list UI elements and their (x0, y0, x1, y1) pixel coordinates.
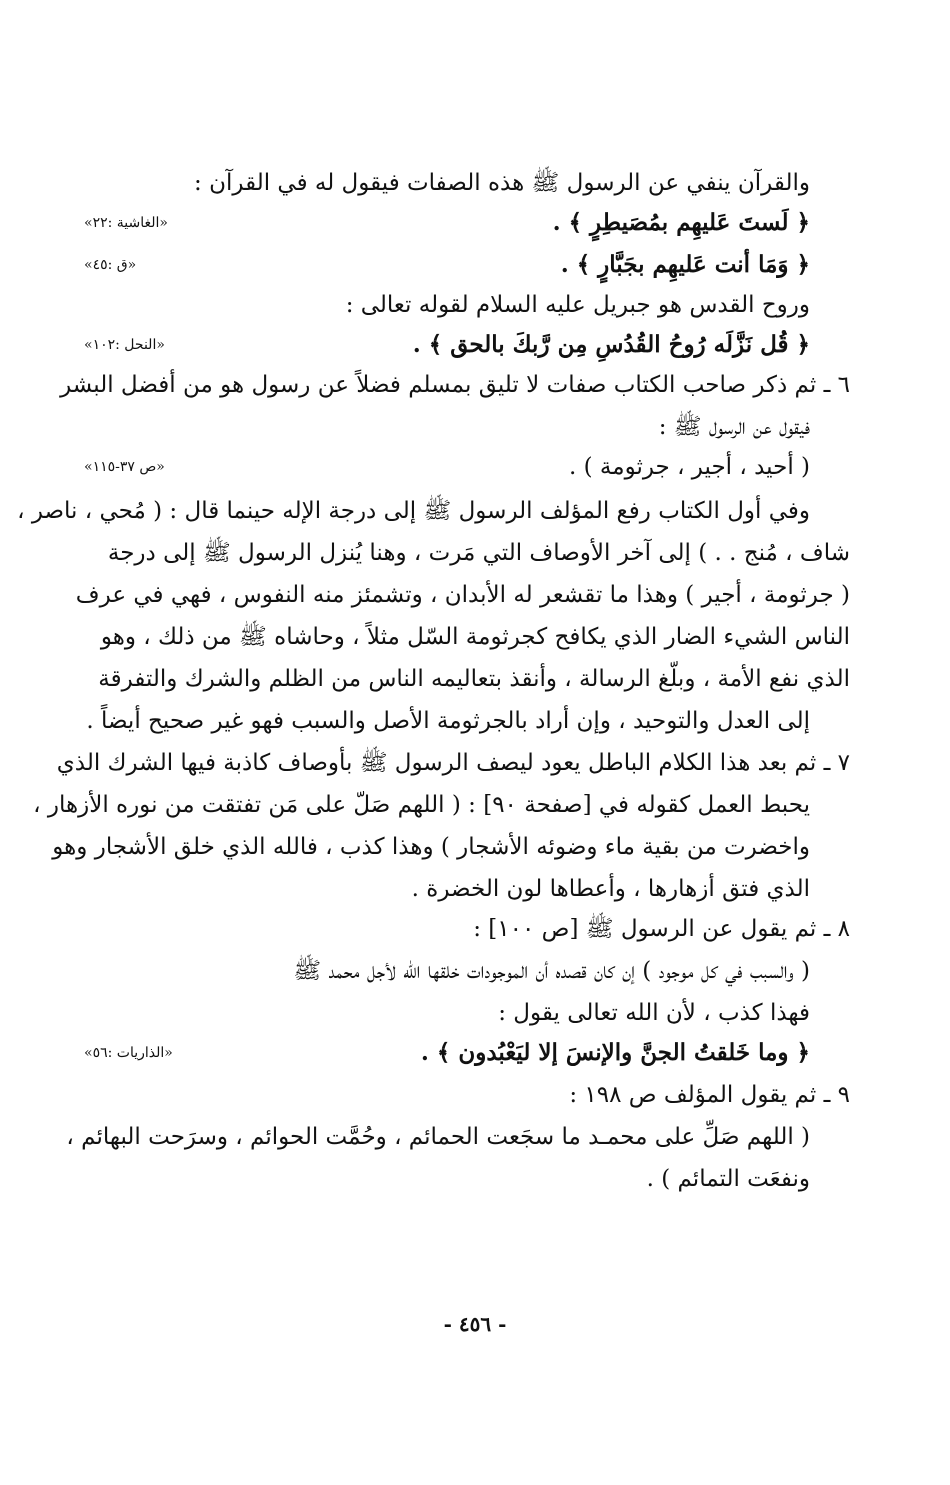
text-line-24: ( اللهم صَلِّ على محمـد ما سجَعت الحمائم ، وحُمَّت الحوائم ، وسرَحت البهائم ، (66, 1124, 810, 1150)
text-line-6: ٦ ـ ثم ذكر صاحب الكتاب صفات لا تليق بمسلم فضلاً عن رسول هو من أفضل البشر (60, 372, 850, 398)
text-line-18: الذي فتق أزهارها ، وأعطاها لون الخضرة . (411, 876, 810, 902)
text-line-1: والقرآن ينفي عن الرسول ﷺ هذه الصفات فيقول له في القرآن : (194, 170, 810, 196)
text-line-16: يحبط العمل كقوله في [صفحة ٩٠] : ( اللهم صَلّ على مَن تفتقت من نوره الأزهار ، (33, 792, 810, 818)
verse-reference-1: «الغاشية :٢٢» (84, 215, 168, 231)
page-number: - ٤٥٦ - (443, 1312, 507, 1336)
quran-verse-1: ﴿ لَستَ عَليهِم بمُصَيطِرٍ ﴾ . (552, 209, 810, 236)
quran-verse-3: ﴿ قُل نَزَّلَه رُوحُ القُدُسِ مِن رَّبكَ بالحق ﴾ . (412, 331, 810, 358)
text-line-25: ونفعَت التمائم ) . (646, 1166, 810, 1192)
text-line-17: واخضرت من بقية ماء وضوئه الأشجار ) وهذا كذب ، فالله الذي خلق الأشجار وهو (52, 834, 810, 860)
text-line-21: فهذا كذب ، لأن الله تعالى يقول : (498, 1000, 810, 1026)
verse-reference-3: «النحل :١٠٢» (84, 337, 165, 353)
verse-reference-4: «ص ٣٧-١١٥» (84, 459, 165, 475)
text-line-10: شاف ، مُنج . . ) إلى آخر الأوصاف التي مَرت ، وهنا يُنزل الرسول ﷺ إلى درجة (107, 540, 850, 566)
text-line-8: ( أحيد ، أجير ، جرثومة ) . (569, 454, 810, 480)
text-line-19: ٨ ـ ثم يقول عن الرسول ﷺ [ص ١٠٠] : (473, 916, 850, 942)
text-line-7: فيقول عن الرسول ﷺ : (658, 414, 810, 440)
quran-verse-2: ﴿ وَمَا أنت عَليهِم بجَبَّارٍ ﴾ . (560, 251, 810, 278)
verse-reference-5: «الذاريات :٥٦» (84, 1045, 173, 1061)
text-line-12: الناس الشيء الضار الذي يكافح كجرثومة السّل مثلاً ، وحاشاه ﷺ من ذلك ، وهو (100, 624, 850, 650)
text-line-15: ٧ ـ ثم بعد هذا الكلام الباطل يعود ليصف الرسول ﷺ بأوصاف كاذبة فيها الشرك الذي (56, 750, 850, 776)
quran-verse-4: ﴿ وما خَلقتُ الجنَّ والإنسَ إلا ليَعْبُدون ﴾ . (420, 1039, 810, 1066)
text-line-11: ( جرثومة ، أجير ) وهذا ما تقشعر له الأبدان ، وتشمئز منه النفوس ، فهي في عرف (75, 582, 850, 608)
text-line-4: وروح القدس هو جبريل عليه السلام لقوله تعالى : (345, 292, 810, 318)
text-line-20: ( والسبب في كل موجود ) إن كان قصده أن الموجودات خلقها الله لأجل محمد ﷺ (293, 958, 810, 984)
verse-reference-2: «ق :٤٥» (84, 257, 137, 273)
text-line-13: الذي نفع الأمة ، وبلّغ الرسالة ، وأنقذ بتعاليمه الناس من الظلم والشرك والتفرقة (98, 666, 850, 692)
text-line-9: وفي أول الكتاب رفع المؤلف الرسول ﷺ إلى درجة الإله حينما قال : ( مُحي ، ناصر ، (17, 498, 810, 524)
text-line-23: ٩ ـ ثم يقول المؤلف ص ١٩٨ : (569, 1082, 850, 1108)
text-line-14: إلى العدل والتوحيد ، وإن أراد بالجرثومة الأصل والسبب فهو غير صحيح أيضاً . (86, 708, 810, 734)
